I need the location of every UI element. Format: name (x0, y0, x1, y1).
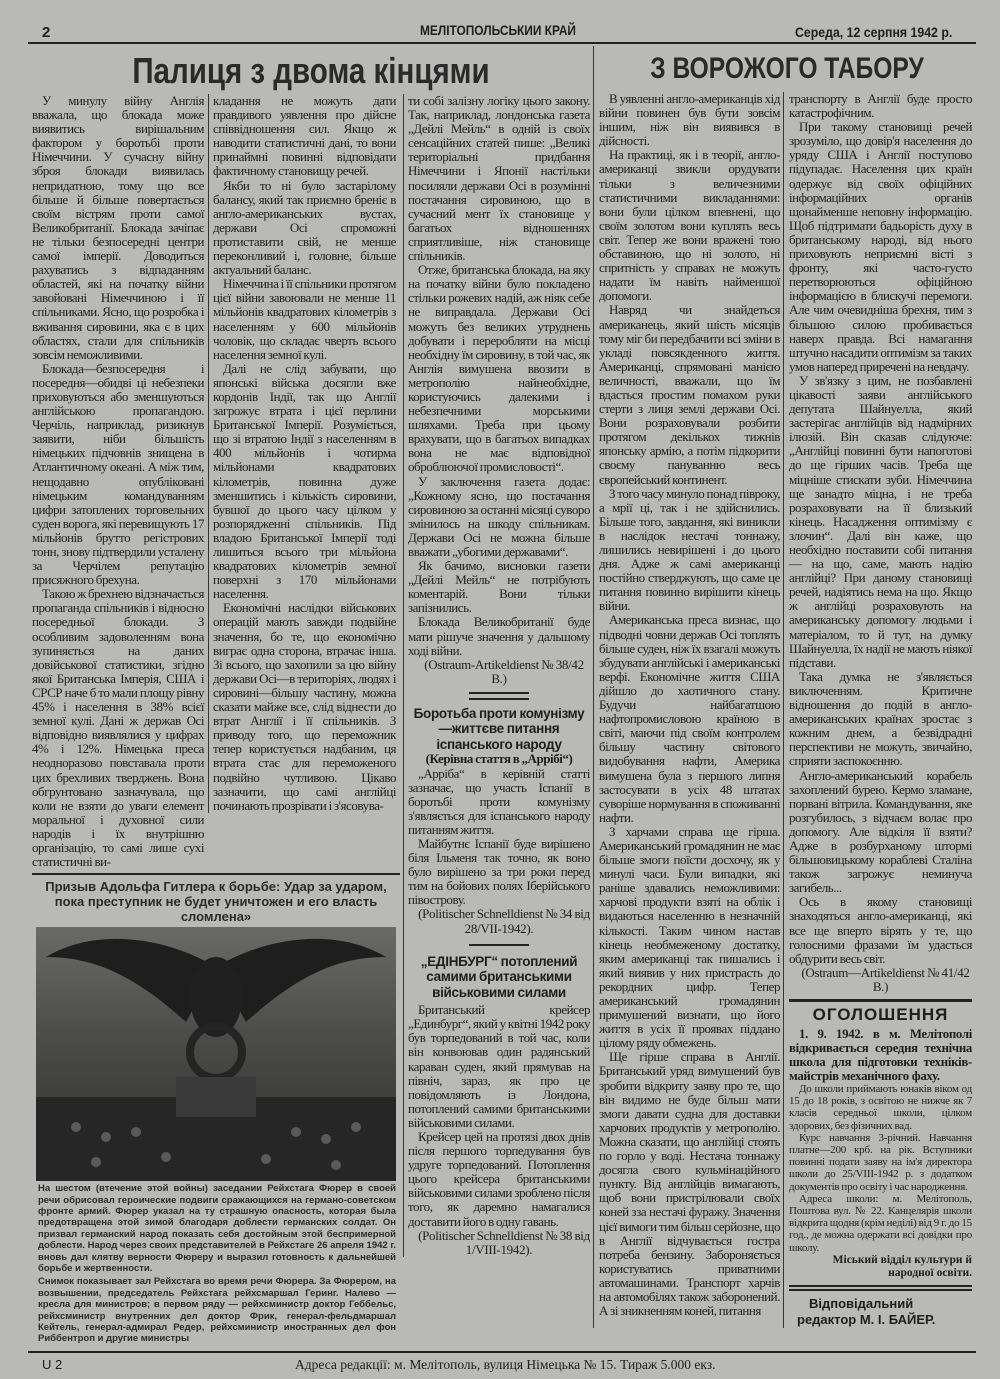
paragraph: З харчами справа ще гірша. Американський громадянин не має більше змоги поїсти досхочу, як у минулі часи. Були випадки, які раніше здавались неможливими: харчові продукти взяті на облік і видаються населенню в незначній кількості. Таким чином настав кінець необмеженому достатку, яким американці так пишались і який виявив у них пристрасть до рекордних цифр. Тепер американський громадянин примушений визнати, що його життя в усіх її проявах піддано цілому ряду обмежень. (599, 823, 780, 1051)
separator (789, 1285, 972, 1291)
spain-subtitle: (Керівна стаття в „Аррібі“) (425, 751, 573, 767)
eagle-emblem-icon (36, 927, 396, 1181)
paragraph: Майбутнє Іспанії буде вирішено біля Ільменя так точно, як воно було вирішено за три роки перед тим на бойових полях Іберійського півострову. (408, 836, 590, 908)
page-footer (28, 1351, 976, 1379)
editor-name: редактор М. І. БАЙЕР. (797, 1311, 936, 1327)
article-column (408, 94, 590, 686)
middle-column (403, 94, 590, 1257)
paragraph: Ось в якому становищі знаходяться англо-американці, які все ще вперто вірять у те, що голосними фразами їм удасться обдурити весь світ. (789, 894, 972, 966)
header-rule (28, 42, 976, 44)
edinburgh-source: (Politischer Schnelldienst № 38 від 1/VIII-1942). (418, 1227, 590, 1257)
article-column (599, 92, 783, 1318)
edinburgh-article (408, 954, 590, 1257)
page-body (0, 46, 1000, 1345)
left-section (32, 46, 590, 1345)
paragraph: Адреса школи: м. Мелітополь, Поштова вул. № 22. Канцелярія школи відкрита щодня (крім неділі) від 9 г. до 15 год., де можна одержати всі довідки про школу. (789, 1192, 972, 1254)
enemy-article-title: З ВОРОЖОГО ТАБОРУ (650, 52, 924, 85)
paragraph-group (789, 92, 972, 966)
reichstag-photo (36, 927, 396, 1181)
paragraph: Як бачимо, висновки газети „Дейлі Мейль“ не потрібують коментарій. Вони тільки запізнились. (408, 558, 590, 616)
spain-article (408, 706, 590, 936)
paragraph: При такому становищі речей зрозуміло, що довір'я населення до уряду США і Англії поступово підупадає. Населення цих країн одержує від своїх офіційних інформаційних органів щонайменше неповну інформацію. Щоб підтримати бадьорість духу в британському народі, від нього приховують неприємні вісті з фронту, які часто-густо перетворюються офіційною інформацією в блискучі перемоги. Але чим очевидніша брехня, тим з більшою силою пробивається наверх правда. Всі намагання штучно насадити оптимізм за таких умов наперед приречені на невдачу. (789, 119, 972, 374)
paragraph: Блокада Великобританії буде мати рішуче значення у дальшому ході війни. (408, 614, 590, 658)
paragraph: ти собі залізну логіку цього закону. Так, наприклад, лондонська газета „Дейлі Мейль“ в одній із своїх сенсаційних статей пише: „Великі територіальні придбання Німеччини і Японії настільки посиляли держави Осі в розумінні постачання сировиною, що в сучасний мент їх становище у багатьох відношеннях сприятливіше, ніж становище спільників. (408, 93, 590, 264)
footer-address: Адреса редакції: м. Мелітополь, вулиця Німецька № 15. Тираж 5.000 екз. (295, 1356, 716, 1372)
paragraph: Британський крейсер „Единбург“, який у квітні 1942 року був торпедований в той час, коли він конвоював один радянський караван суден, який прямував на північ, зараз, як про це повідомляють із Лондона, потоплений самими британськими військовими силами. (408, 1002, 590, 1130)
section-rule (789, 999, 972, 1002)
separator (469, 944, 529, 946)
right-row (599, 92, 975, 1328)
announcement-title: ОГОЛОШЕННЯ (812, 1005, 949, 1024)
paragraph: Американська преса визнає, що підводні човни держав Осі топлять більше суден, ніж їх взагалі можуть збудувати англійські і американські верфі. Економічне життя США дійшло до хаотичного стану. Будучи найбагатшою нафтопромисловою країною в світі, маючи під своїм контролем більшу частину світового видобування нафти, Америка вимушена була з першого липня застосувати в усіх 48 штатах суворіше нормування в споживанні нафти. (599, 612, 780, 825)
issue-date: Середа, 12 серпня 1942 р. (795, 24, 953, 40)
photo-title: Призыв Адольфа Гитлера к борьбе: Удар за ударом, пока преступник не будет уничтожен и его власть сломлена» (45, 879, 387, 925)
paragraph: Ще гірше справа в Англії. Британський уряд вимушений був зробити відкриту заяву про те, що він видимо не буде більш мати змоги давати судна для доставки харчових продуктів у метрополію. Можна сказати, що англійці стоять по горло у воді. Нестача тоннажу досягла свого кульмінаційного пункту. Від англійців вимагають, щоб вони пристрілювали своїх коней зза нестачі фуражу. Значення цієї вимоги тим більш серйозне, що в Англії відчувається гостра потреба бензину. Забороняється користуватись приватними автомашинами. Транспорт харчів на автомобілях також заборонений. А зі зникненням коней, питання (599, 1049, 780, 1319)
page-header (0, 0, 1000, 46)
announcement (789, 1005, 972, 1280)
paragraph: Англо-американський корабель захоплений бурею. Кермо зламане, порвані вітрила. Командування, яке розгубилось, з відчаєм волає про допомогу. Але відкіля її взяти? Адже в розбурханому штормі більшовицькому кораблеві Сталіна також загрожує неминуча загибель... (789, 767, 972, 896)
announcement-lead: 1. 9. 1942. в м. Мелітополі відкривається середня технічна школа для підготовки техніків-майстрів механічного фаху. (789, 1027, 972, 1083)
paragraph: Навряд чи знайдеться американець, який шість місяців тому міг би передбачити всі зміни в укладі повсякденного життя. Американці, спрямовані манією величності, вважали, що їм вдасться простим помахом руки стерти з лиця землі держави Осі. Вони розраховували розбити протягом декількох тижнів японську армію, а потім підкорити своєму пануванню весь європейський континент. (599, 302, 780, 487)
paragraph-group (408, 767, 590, 908)
paragraph: Така думка не з'являється виключенням. Критичне відношення до подій в англо-американських країнах зростає з кожним днем, а безвідрадні перспективи не можуть, звичайно, сприяти заспокоєнню. (789, 668, 972, 769)
editor-line: Відповідальний (809, 1295, 914, 1311)
photo-caption-details: Снимок показывает зал Рейхстага во время речи Фюрера. За Фюрером, на возвышении, председатель Рейхстага рейхсмаршал Геринг. Налево — кресла для министров; в первом ряду — рейхсминистр доктор Геббельс, рейхсминистр внутренних дел доктор Фрик, генерал-фельдмаршал Кейтель, генерал-адмирал Редер, рейхсминистр иностранных дел фон Риббентроп и другие министры (38, 1276, 396, 1345)
paragraph: Курс навчання 3-річний. Навчання платне—200 крб. на рік. Вступники повинні подати заяву на ім'я директора школи до 25/VIII-1942 р. з додатком документів про освіту і час народження. (789, 1131, 972, 1193)
article-column (32, 94, 208, 869)
paragraph: Крейсер цей на протязі двох днів після першого торпедування був удруге торпедований. Потоплення цього крейсера британськими військовими силами зроблено після того, як даремно намагалися доставити його в одну гавань. (408, 1129, 590, 1229)
paragraph: У заключення газета додає: „Кожному ясно, що постачання сировиною за останні місяці суворо змінилось на шкоду спільникам. Держави Осі не можна більше вважати „убогими державами“. (408, 473, 590, 559)
newspaper-name: МЕЛІТОПОЛЬСЬКИИ КРАЙ (420, 22, 576, 38)
paragraph: Блокада—безпосередня і посередня—обидві ці небезпеки приховуються або зменшуються англійською пропагандою. Черчіль, наприклад, ризикнув заявити, ніби більшість німецьких підчовнів знищена в Атлантичному океані. А між тим, нещодавно опубліковані німецьким командуванням цифри затоплених торговельних суден ворога, які перевищують 17 мільйонів брутто регістрових тонн, знову підтвердили усталену за Черчілем репутацію присяжного брехуна. (32, 360, 204, 588)
article-columns (32, 94, 400, 869)
editor-credit (789, 1296, 972, 1328)
article-source: (Ostraum-Artikeldienst № 38/42 B.) (424, 656, 584, 686)
paragraph: В уявленні англо-американців хід війни повинен був бути зовсім іншим, ніж він виявився в дійсності. (599, 91, 780, 149)
spain-source: (Politischer Schnelldienst № 34 від 28/VII-1942). (418, 906, 590, 936)
paragraph: До школи приймають юнаків віком од 15 до 18 років, з освітою не нижче як 7 класів середньої школи, цілком здорових, без фізичних вад. (789, 1083, 972, 1132)
paragraph: кладання не можуть дати правдивого уявлення про дійсне співвідношення сил. Якщо ж наводити статистичні дані, то вони принаймні повинні відповідати фактичному становищу речей. (213, 93, 396, 179)
separator (469, 692, 529, 700)
paragraph: На практиці, як і в теорії, англо-американці звикли орудувати тільки з величезними статистичними викладаннями: вони були цілком впевнені, що своїм золотом вони куплять весь світ. Тепер же вони вражені тою обставиною, що ні золото, ні спритність у справах не можуть надати їм навіть найменшої допомоги. (599, 147, 780, 304)
paragraph: У зв'язку з цим, не позбавлені цікавості заяви англійського депутата Шайнуелла, який застерігає англійців від надмірних ілюзій. Він сказав слідуюче: „Англійці повинні бути напоготові до ще гірших часів. Треба ще міцніше стискати зуби. Німеччина ще занадто міцна, і не треба розраховувати на її близький кінець. Насадження оптимізму є злочин“. Далі він каже, що необхідно поставити собі питання — на що, саме, мають надію англійці? При даному становищі речей, надіятись нема на що. Якщо ж англійці розраховують на американську допомогу людьми і матеріалом, то й тут, на думку Шайнуелла, їх надії не мають ніякої підстави. (789, 372, 972, 670)
footer-code: U 2 (42, 1356, 63, 1372)
announcement-signature: Міський відділ культури й народної освіти. (832, 1253, 972, 1279)
paragraph: транспорту в Англії буде просто катастрофічним. (789, 91, 972, 121)
photo-caption: На шестом (втечение этой войны) заседании Рейхстага Фюрер в своей речи обрисовал героические подвиги сражающихся на германо-советском фронте армий. Фюрер указал на ту страшную опасность, которая была предотвращена этой зимой благодаря доблести германских солдат. Он призвал германский народ показать себя достойным этой беспримерной доблести. Народ через своих представителей в Рейхстаге 26 апреля 1942 г. вновь дал клятву верности Фюреру и выразил готовность к дальнейшей борьбе и жертвенности. (38, 1183, 396, 1274)
paragraph: Економічні наслідки військових операцій мають завжди подвійне значення, бо те, що економічно виграє одна сторона, втрачає інша. Зі всього, що захопили за цю війну держави Осі—в територіях, людях і сировині—більшу частину, можна сказати майже все, слід віднести до втрат Англії і її спільників. З приводу того, що переможник тепер користується надбаним, ця втрата стає для переможеного подвійно чутливою. Цікаво зазначити, що самі англійці починають прозрівати і з'ясовува- (213, 600, 396, 813)
page-number: 2 (42, 24, 51, 41)
paragraph-group (789, 1083, 972, 1254)
paragraph: У минулу війну Англія вважала, що блокада може виявитись вирішальним фактором у боротьбі проти Німеччини. У сучасну війну зброя блокади виявилась непридатною, тому що все більше й більше повертається своїм вістрям проти самої Великобританії. Блокада зачіпає не тільки безпосередні центри самої імперії. Доводиться рахуватись з відпаданням областей, які на початку війни завойовані Німеччиною і її спільниками. Ясно, що розробка і вживання сировини, яка є в цих областях, стали для спільників зовсім неможливими. (32, 93, 204, 362)
spain-title: Боротьба проти комунізму—життєве питання іспанського народу (413, 705, 585, 752)
article-column (789, 92, 972, 994)
article-title: Палиця з двома кінцями (132, 50, 490, 91)
paragraph: Такою ж брехнею відзначається пропаганда спільників і відносно посередньої блокади. З особливим задоволенням вона зупиняється на даних довійськової статистики, згідно якої Британська Імперія, США і СРСР наче б то мали площу рівну 45% і населення в 38% всієї земної кулі. Дані ж держав Осі відповідно виявлялися у цифрах 4% і 12%. Німецька преса неодноразово повставала проти цих брехливих тверджень. Вона обгрунтовано зазначувала, що коли не взяти до уваги елемент моральної і духовної сили народів і їх внутрішню організацію, то самі лише сухі статистичні ви- (32, 586, 204, 870)
paragraph: Німеччина і її спільники протягом цієї війни завоювали не менше 11 мільйонів квадратових кілометрів з населенням у 600 мільйонів чоловік, що складає чверть всього населення земної кулі. (213, 276, 396, 362)
left-stack (32, 94, 400, 1345)
paragraph-group (408, 1003, 590, 1229)
paragraph: „Арріба“ в керівній статті зазначає, що участь Іспанії в боротьбі проти комунізму з'являється для іспанського народу питанням життя. (408, 765, 590, 837)
edinburgh-title: „ЕДІНБУРГ“ потоплений самими британськими військовими силами (420, 953, 578, 1000)
right-stack (783, 92, 972, 1328)
enemy-source: (Ostraum—Artikeldienst № 41/42 B.) (801, 964, 970, 994)
paragraph: Отже, британська блокада, на яку на початку війни було покладено стільки рожевих надій, аж ніяк себе не виправдала. Держави Осі можуть без великих утруднень добувати і переробляти на місці необхідну їм сировину, в той час, як Англія вимушена ввозити в метрополію найнеобхідне, користуючись далекими і небезпечними морськими шляхами. Треба при цьому врахувати, що в багатьох випадках вона не має відповідної оброблюючої промисловості“. (408, 262, 590, 475)
paragraph: З того часу минуло понад півроку, а мрії ці, так і не здійснились. Більше того, завдання, які виникли в наслідок нестачі тоннажу, лишились невирішені і до цього дня. Адже ж самі американці постійно стверджують, що саме це питання повинно вирішити кінець війни. (599, 485, 780, 614)
left-row (32, 94, 590, 1345)
section-rule (32, 873, 400, 875)
paragraph-group (408, 94, 590, 658)
right-section (593, 46, 975, 1328)
article-column (208, 94, 396, 813)
paragraph: Далі не слід забувати, що японські війська досягли вже кордонів Індії, так що Англії загрожує втрата і цієї перлини Британської Імперії. Розуміється, що зі втратою Індії з населенням в 400 мільйонів і чотирма мільйонами квадратових кілометрів, повинна дуже зменшитись і кількість сировини, бувшої до цього часу цілком у розпорядженні спільників. Під владою Британської Імперії тоді лишиться всього три мільйона квадратових кілометрів земної поверхні з 170 мільйонами населення. (213, 360, 396, 602)
paragraph: Якби то ні було застарілому балансу, який так приємно бреніє в англо-американських вустах, держави Осі спроможні протиставити свій, не менше переконливий і, головне, більше актуальний баланс. (213, 177, 396, 278)
